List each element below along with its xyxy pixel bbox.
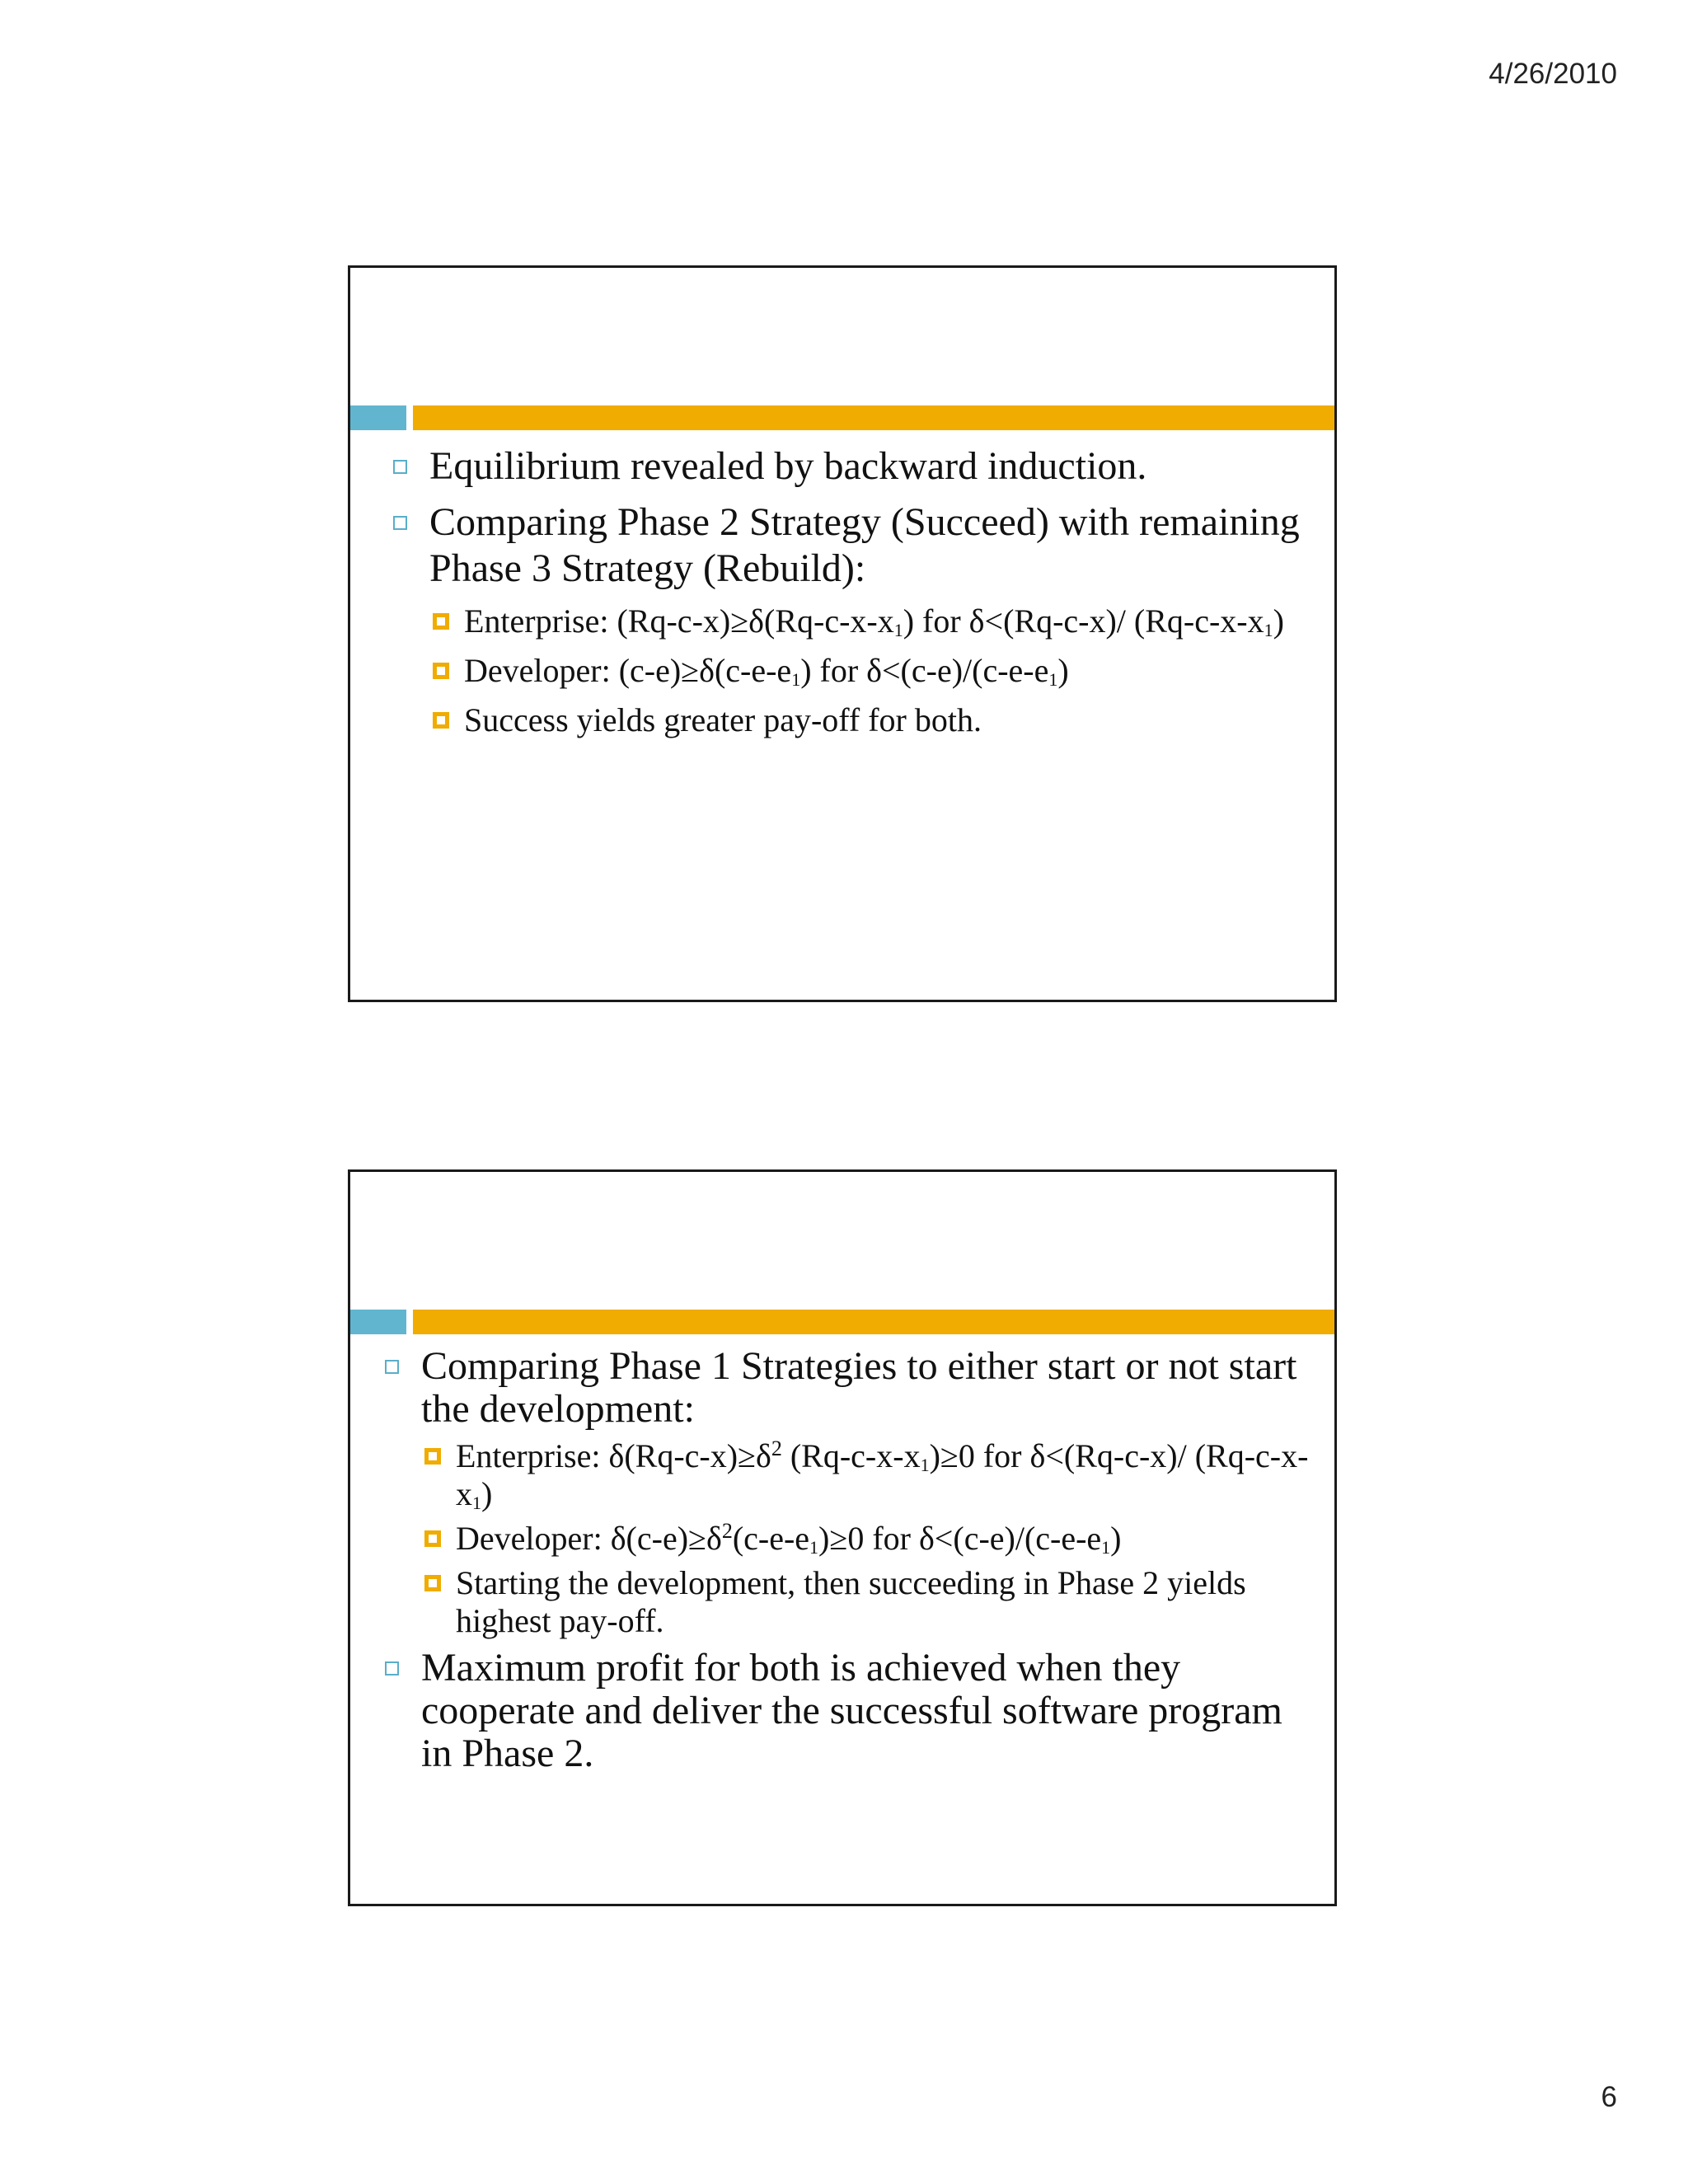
page-number: 6 [1601,2081,1617,2113]
bullet-item [392,443,1323,490]
subscript: 1 [472,1493,481,1513]
text-run: ) [1057,652,1069,689]
bullet-text [456,1437,1308,1512]
bullet-text [456,1520,1122,1557]
hollow-square-bullet-icon [393,516,407,530]
subscript: 1 [893,620,903,640]
hollow-square-bullet-icon [393,460,407,474]
bullet-item [392,499,1323,592]
gold-square-bullet-icon [424,1575,441,1591]
superscript: 2 [721,1519,733,1543]
bullet-text [464,701,982,738]
subscript: 1 [809,1537,819,1558]
slide-body [383,1345,1323,1782]
text-run: Comparing Phase 1 Strategies to either start or not start the development: [421,1344,1297,1431]
text-run: Developer: δ(c-e)≥δ [456,1520,722,1557]
sub-bullet-item [392,651,1323,691]
text-run: Enterprise: (Rq-c-x)≥δ(Rq-c-x-x [464,602,894,640]
hollow-square-bullet-icon [385,1360,399,1374]
subscript: 1 [1048,669,1058,690]
text-run: Developer: (c-e)≥δ(c-e-e [464,652,792,689]
gold-square-bullet-icon [433,663,449,679]
bullet-item [383,1647,1323,1775]
page-date: 4/26/2010 [1489,58,1617,90]
slide-thumbnail-1 [348,265,1337,1002]
text-run: ) for δ<(Rq-c-x)/ (Rq-c-x-x [903,602,1264,640]
sub-bullet-item [383,1437,1323,1513]
sub-bullet-item [392,701,1323,740]
bullet-text [429,444,1146,488]
sub-bullet-item [383,1564,1323,1640]
subscript: 1 [1101,1537,1111,1558]
bullet-text [421,1646,1282,1775]
bullet-text [421,1344,1296,1431]
text-run: Success yields greater pay-off for both. [464,701,982,738]
text-run: Enterprise: δ(Rq-c-x)≥δ [456,1437,771,1474]
gold-square-bullet-icon [424,1530,441,1547]
slide-thumbnail-2 [348,1169,1337,1906]
bullet-text [429,500,1300,590]
gold-square-bullet-icon [433,613,449,630]
hollow-square-bullet-icon [385,1661,399,1675]
sub-bullet-item [383,1520,1323,1558]
bullet-text [456,1564,1246,1639]
subscript: 1 [920,1455,930,1475]
title-band-blue-block [350,405,406,430]
text-run: ) [481,1475,493,1512]
gold-square-bullet-icon [433,712,449,729]
bullet-text [464,652,1069,689]
text-run: Comparing Phase 2 Strategy (Succeed) with remaining Phase 3 Strategy (Rebuild): [429,500,1300,590]
bullet-item [383,1345,1323,1431]
sub-bullet-item [392,602,1323,641]
text-run: (Rq-c-x-x [781,1437,921,1474]
text-run: Equilibrium revealed by backward induction. [429,444,1147,488]
subscript: 1 [791,669,801,690]
gold-square-bullet-icon [424,1448,441,1465]
bullet-text [464,602,1284,640]
text-run: (c-e-e [732,1520,810,1557]
text-run: ) [1110,1520,1122,1557]
title-band-gold-bar [413,1310,1334,1334]
text-run: ) [1273,602,1284,640]
superscript: 2 [771,1436,782,1460]
text-run: Maximum profit for both is achieved when they cooperate and deliver the successful software program in Phase 2. [421,1646,1282,1775]
title-band-gold-bar [413,405,1334,430]
text-run: )≥0 for δ<(c-e)/(c-e-e [818,1520,1102,1557]
text-run: ) for δ<(c-e)/(c-e-e [800,652,1049,689]
text-run: )≥0 for δ<(Rq-c-x)/ (Rq-c-x-x [456,1437,1309,1512]
subscript: 1 [1264,620,1273,640]
slide-body [392,443,1323,750]
text-run: Starting the development, then succeeding in Phase 2 yields highest pay-off. [456,1564,1246,1639]
title-band-blue-block [350,1310,406,1334]
